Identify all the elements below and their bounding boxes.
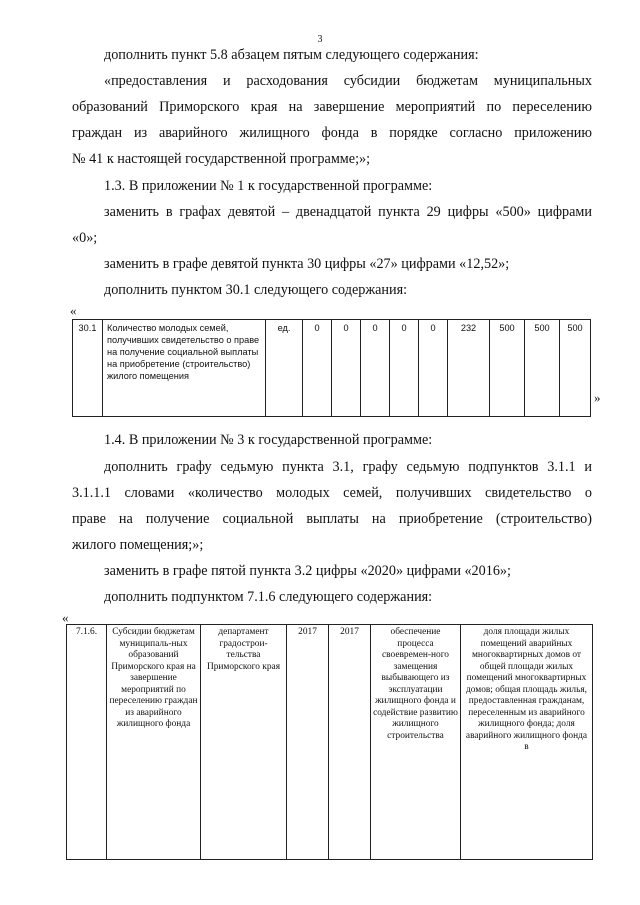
paragraph-4-line-2: «0»; <box>72 230 98 246</box>
paragraph-2-line-3: граждан из аварийного жилищного фонда в порядке согласно приложению <box>72 125 592 141</box>
cell-value: 0 <box>303 320 332 417</box>
paragraph-8-line-1: дополнить графу седьмую пункта 3.1, графу седьмую подпунктов 3.1.1 и <box>104 459 592 475</box>
close-quote-1: » <box>594 390 601 405</box>
open-quote-1: « <box>70 303 77 318</box>
paragraph-6: дополнить пунктом 30.1 следующего содержания: <box>104 282 408 298</box>
cell-value: 500 <box>560 320 591 417</box>
paragraph-2-line-2: образований Приморского края на завершение мероприятий по переселению <box>72 99 592 115</box>
cell-num: 30.1 <box>73 320 103 417</box>
cell-name: Субсидии бюджетам муниципаль-ных образований Приморского края на завершение мероприятий по переселению граждан из аварийного жилищного фонда <box>107 625 201 860</box>
cell-start-year: 2017 <box>287 625 329 860</box>
paragraph-8-line-2: 3.1.1.1 словами «количество молодых семей, получивших свидетельство о <box>72 485 592 501</box>
cell-end-year: 2017 <box>329 625 371 860</box>
cell-unit: ед. <box>266 320 303 417</box>
cell-value: 0 <box>419 320 448 417</box>
paragraph-9: заменить в графе пятой пункта 3.2 цифры «2020» цифрами «2016»; <box>104 563 511 579</box>
paragraph-2-line-1: «предоставления и расходования субсидии бюджетам муниципальных <box>104 73 592 89</box>
table-row <box>73 320 591 417</box>
table-item-30-1 <box>72 319 591 417</box>
paragraph-10: дополнить подпунктом 7.1.6 следующего содержания: <box>104 589 433 605</box>
paragraph-7: 1.4. В приложении № 3 к государственной программе: <box>104 432 433 448</box>
paragraph-8-line-4: жилого помещения;»; <box>72 537 204 553</box>
cell-value: 0 <box>361 320 390 417</box>
cell-value: 232 <box>448 320 490 417</box>
page-number: 3 <box>317 34 323 45</box>
paragraph-5: заменить в графе девятой пункта 30 цифры «27» цифрами «12,52»; <box>104 256 510 272</box>
cell-indicator: Количество молодых семей, получивших свидетельство о праве на получение социальной выплаты на приобретение (строительство) жилого помещения <box>103 320 266 417</box>
cell-num: 7.1.6. <box>67 625 107 860</box>
open-quote-2: « <box>62 610 69 625</box>
cell-value: 500 <box>490 320 525 417</box>
cell-value: 0 <box>390 320 419 417</box>
paragraph-3: 1.3. В приложении № 1 к государственной программе: <box>104 178 433 194</box>
cell-executor: департамент градострои-тельства Приморского края <box>201 625 287 860</box>
paragraph-2-line-4: № 41 к настоящей государственной программе;»; <box>72 151 371 167</box>
cell-result: обеспечение процесса своевремен-ного замещения выбывающего из эксплуатации жилищного фонда и содействие развитию жилищного строительства <box>371 625 461 860</box>
paragraph-8-line-3: праве на получение социальной выплаты на приобретение (строительство) <box>72 511 592 527</box>
cell-value: 0 <box>332 320 361 417</box>
table-item-7-1-6 <box>66 624 593 860</box>
paragraph-1: дополнить пункт 5.8 абзацем пятым следующего содержания: <box>104 47 479 63</box>
table-row <box>67 625 593 860</box>
cell-value: 500 <box>525 320 560 417</box>
paragraph-4-line-1: заменить в графах девятой – двенадцатой пункта 29 цифры «500» цифрами <box>104 204 592 220</box>
cell-indicators: доля площади жилых помещений аварийных многоквартирных домов от общей площади жилых помещений многоквартирных домов; общая площадь жилья, предоставленная гражданам, переселенным из аварийного жилищного фонда; доля аварийного жилищного фонда в <box>461 625 593 860</box>
